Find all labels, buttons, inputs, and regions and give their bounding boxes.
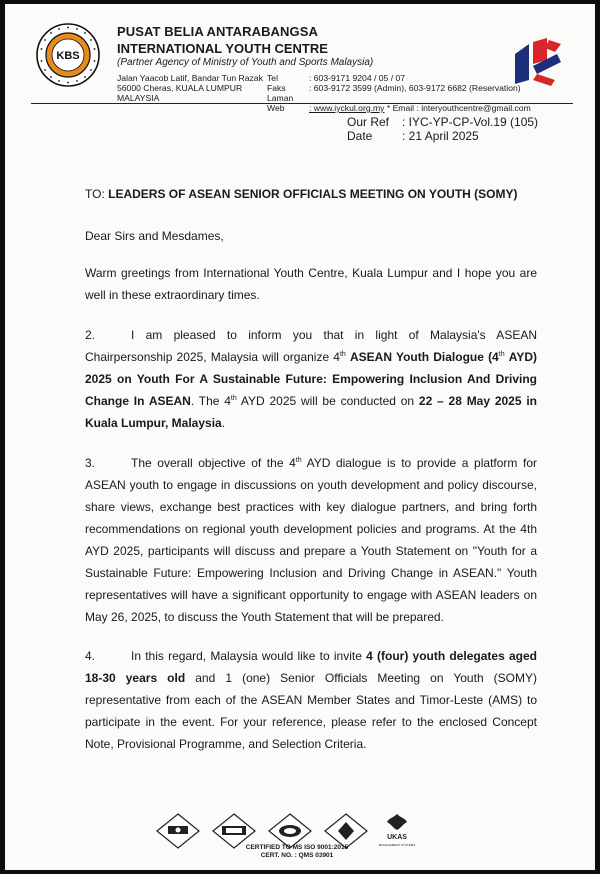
para-text: . (221, 416, 226, 430)
ukas-label: UKAS (387, 834, 407, 841)
para-text: and 1 (one) Senior Officials Meeting on Youth (SOMY) representative from each of the ASEAN Member States and Timor-Leste (AMS) to participate in the event. For your reference, please refer to the enclosed Concept Note, Provisional Programme, and Selection Criteria. (85, 671, 538, 751)
cert-line: CERTIFIED TO MS ISO 9001:2015 (245, 844, 349, 851)
date-label: Date (347, 129, 373, 143)
org-name-english: INTERNATIONAL YOUTH CENTRE (117, 41, 328, 56)
event-dates: 22 – 28 May 2025 in Kuala Lumpur, Malaysia (85, 394, 537, 430)
paragraph-number: 3. (85, 456, 96, 470)
recipient-text: LEADERS OF ASEAN SENIOR OFFICIALS MEETING ON YOUTH (SOMY) (108, 187, 518, 201)
para-text: The overall objective of the 4 (131, 456, 296, 470)
cert-badge (153, 812, 203, 850)
reference-block (347, 115, 538, 143)
cert-line: CERT. NO. : QMS 03901 (260, 852, 334, 859)
salutation: Dear Sirs and Mesdames, (85, 229, 224, 243)
header-divider (31, 103, 573, 104)
date-value: : 21 April 2025 (402, 129, 479, 143)
address-block (117, 73, 263, 103)
ref-label: Our Ref (347, 115, 390, 129)
web-label: Laman Web (267, 93, 294, 113)
recipient-line (85, 187, 517, 201)
superscript: th (295, 457, 302, 464)
event-title: ASEAN Youth Dialogue (4 (350, 350, 499, 364)
fax-label: Faks (267, 83, 286, 93)
greeting-paragraph: Warm greetings from International Youth Centre, Kuala Lumpur and I hope you are well in these extraordinary times. (85, 266, 537, 302)
kbs-logo (35, 22, 101, 88)
superscript: th (230, 395, 237, 402)
recipient-prefix: TO: (85, 187, 105, 201)
para-text: AYD dialogue is to provide a platform for ASEAN youth to engage in discussions on youth development and policy discourse, share views, exchange best practices with key dialogue partners, and bring forth recommendations on regional youth development policies and programs. At the 4th AYD 2025, participants will discuss and prepare a Youth Statement on "Youth for a Sustainable Future: Empowering Inclusion and Driving Change in ASEAN." Youth representatives will have a significant opportunity to engage with ASEAN leaders on May 26, 2025, to discuss the Youth Statement that will be prepared. (85, 456, 538, 624)
certification-text (217, 844, 377, 860)
letter-page (5, 4, 595, 870)
address-line: 56000 Cheras, KUALA LUMPUR (117, 83, 243, 93)
delegate-count: 4 (four) youth delegates aged 18-30 years old (85, 649, 537, 685)
para-text: . The 4 (190, 394, 231, 408)
address-line: Jalan Yaacob Latif, Bandar Tun Razak (117, 73, 263, 83)
website-link[interactable]: : www.iyckul.org.my (309, 103, 385, 113)
iyc-logo (511, 34, 565, 88)
event-title: AYD) 2025 on Youth For A Sustainable Future: Empowering Inclusion And Driving Change In ASEAN (85, 350, 537, 408)
contact-block (267, 73, 531, 113)
para-text: In this regard, Malaysia would like to invite (131, 649, 362, 663)
paragraph-4 (85, 645, 537, 755)
para-text: AYD 2025 will be conducted on (240, 394, 415, 408)
superscript: th (339, 351, 346, 358)
email-text: * Email : interyouthcentre@gmail.com (386, 103, 531, 113)
ref-value: : IYC-YP-CP-Vol.19 (105) (402, 115, 539, 129)
fax-value: : 603-9172 3599 (Admin), 603-9172 6682 (Reservation) (309, 83, 521, 93)
address-line: MALAYSIA (117, 93, 160, 103)
ukas-sub: MANAGEMENT SYSTEMS (378, 843, 416, 847)
partner-line: (Partner Agency of Ministry of Youth and Sports Malaysia) (117, 57, 374, 68)
tel-label: Tel (267, 73, 278, 83)
para-text: I am pleased to inform you that in light of Malaysia's ASEAN Chairpersonship 2025, Malaysia will organize 4 (85, 328, 537, 364)
svg-text:KBS: KBS (56, 50, 80, 62)
paragraph-2 (85, 324, 537, 434)
superscript: th (498, 351, 505, 358)
paragraph-number: 2. (85, 328, 96, 342)
ukas-badge (377, 812, 417, 850)
tel-value: : 603-9171 9204 / 05 / 07 (309, 73, 406, 83)
paragraph-3 (85, 452, 537, 628)
org-name-malay: PUSAT BELIA ANTARABANGSA (117, 24, 319, 39)
paragraph-number: 4. (85, 649, 96, 663)
